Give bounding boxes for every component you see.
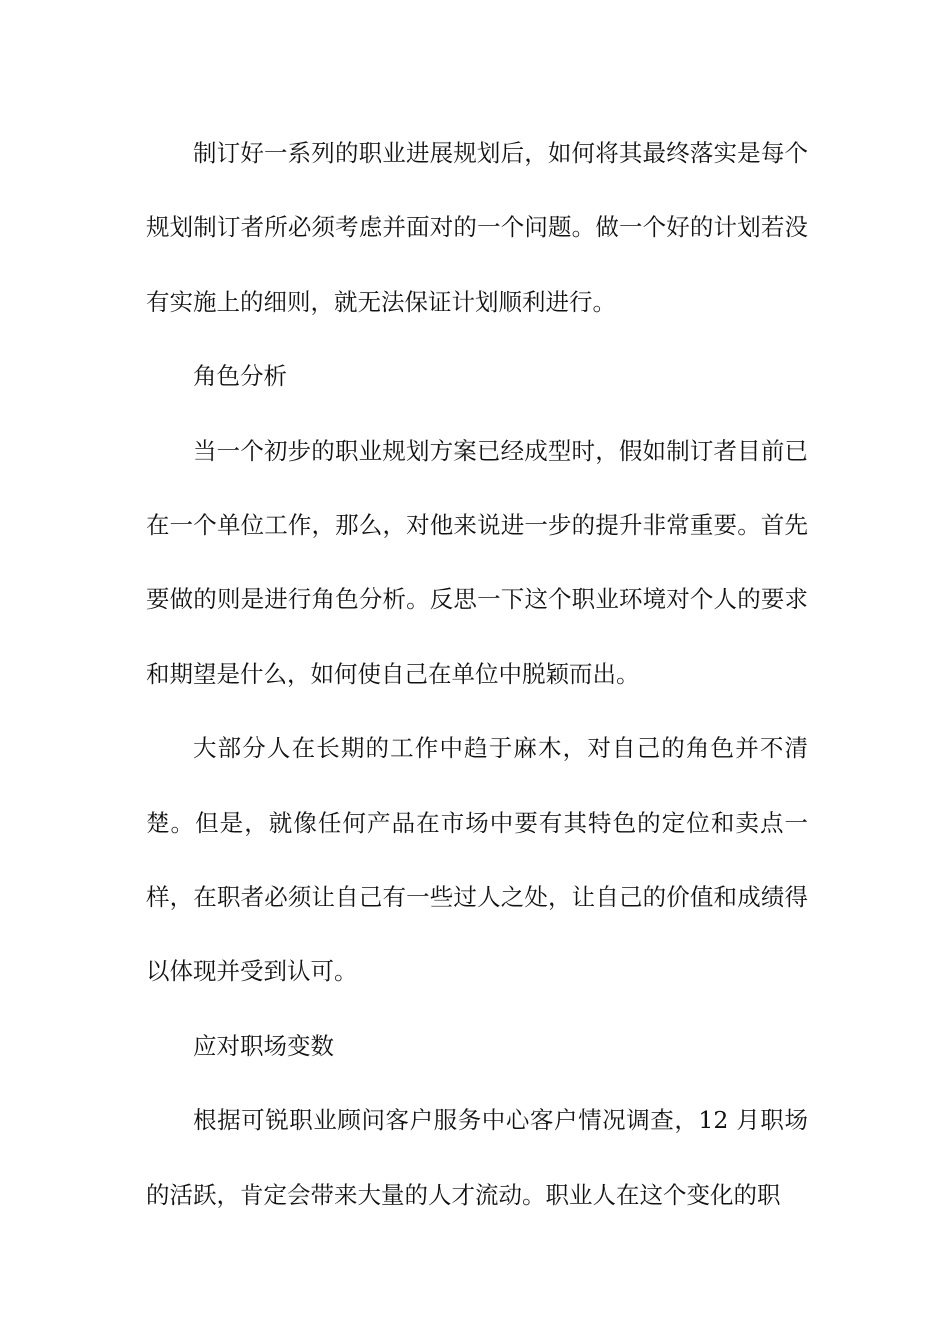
paragraph-role-analysis: 当一个初步的职业规划方案已经成型时，假如制订者目前已在一个单位工作，那么，对他来说进一步的提升非常重要。首先要做的则是进行角色分析。反思一下这个职业环境对个人的要求和期望是什么，如何使自己在单位中脱颖而出。 [146, 436, 808, 688]
section-heading-role-analysis: 角色分析 [193, 362, 287, 391]
paragraph-plan-implementation: 制订好一系列的职业进展规划后，如何将其最终落实是每个规划制订者所必须考虑并面对的一个问题。做一个好的计划若没有实施上的细则，就无法保证计划顺利进行。 [146, 139, 808, 316]
section-heading-workplace-changes: 应对职场变数 [193, 1031, 334, 1060]
paragraph-self-positioning: 大部分人在长期的工作中趋于麻木，对自己的角色并不清楚。但是，就像任何产品在市场中要有其特色的定位和卖点一样，在职者必须让自己有一些过人之处，让自己的价值和成绩得以体现并受到认可。 [146, 734, 808, 986]
document-body [146, 116, 808, 1232]
paragraph-workplace-changes: 根据可锐职业顾问客户服务中心客户情况调查，12 月职场的活跃，肯定会带来大量的人才流动。职业人在这个变化的职 [146, 1106, 808, 1209]
